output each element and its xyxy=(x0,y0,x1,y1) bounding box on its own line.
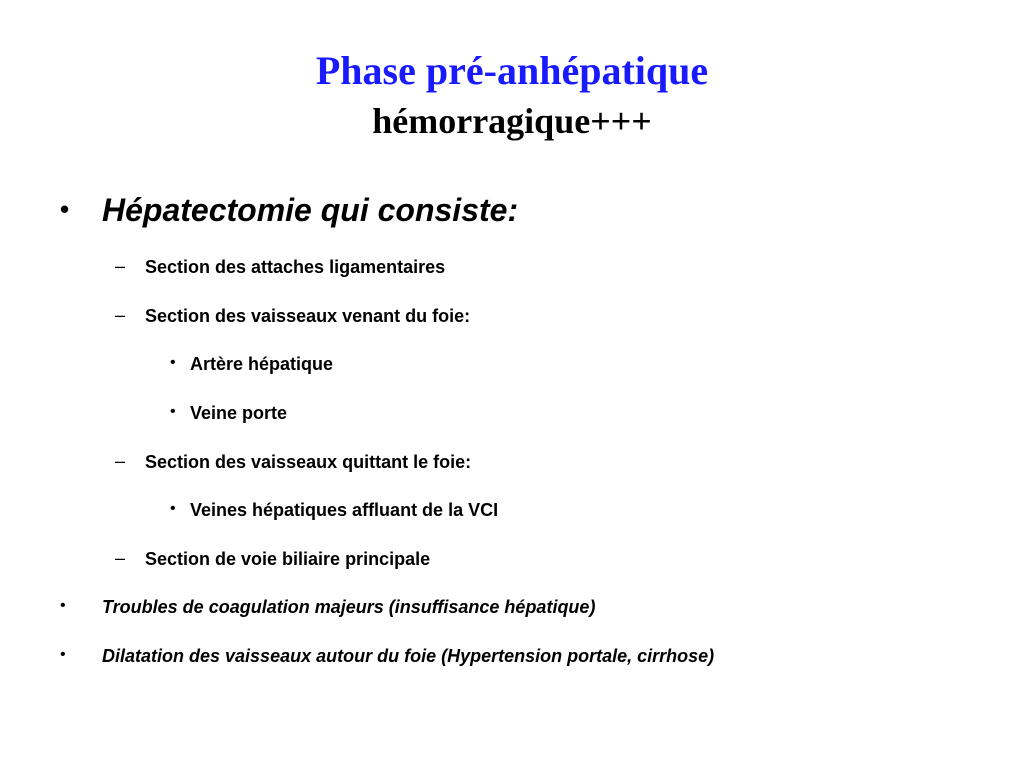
bullet-level1-dilatation xyxy=(60,646,715,667)
bullet-text: Veine porte xyxy=(190,403,288,423)
bullet-marker: • xyxy=(170,354,176,371)
bullet-level3-veine-porte xyxy=(170,403,288,424)
bullet-text: Section des vaisseaux venant du foie: xyxy=(145,306,471,326)
bullet-level2-vaisseaux-quittant xyxy=(115,451,472,473)
bullet-marker: • xyxy=(170,403,176,420)
bullet-text: Troubles de coagulation majeurs (insuffisance hépatique) xyxy=(102,597,596,617)
bullet-text: Hépatectomie qui consiste: xyxy=(102,192,519,228)
bullet-level1-troubles xyxy=(60,597,596,618)
dash-marker: – xyxy=(115,256,126,276)
dash-marker: – xyxy=(115,305,126,325)
bullet-level3-artere xyxy=(170,354,334,375)
title-line-2: hémorragique+++ xyxy=(372,101,652,141)
slide-title xyxy=(0,44,1024,148)
bullet-marker: • xyxy=(60,646,66,663)
bullet-level2-attaches xyxy=(115,256,446,278)
title-line-1: Phase pré-anhépatique xyxy=(315,48,709,93)
bullet-text: Dilatation des vaisseaux autour du foie (Hypertension portale, cirrhose) xyxy=(102,646,715,666)
bullet-marker: • xyxy=(60,597,66,614)
bullet-marker: • xyxy=(60,194,70,224)
bullet-level2-vaisseaux-venant xyxy=(115,305,471,327)
bullet-text: Section des vaisseaux quittant le foie: xyxy=(145,452,472,472)
bullet-text: Section de voie biliaire principale xyxy=(145,549,431,569)
dash-marker: – xyxy=(115,451,126,471)
bullet-text: Artère hépatique xyxy=(190,354,334,374)
bullet-level3-veines-hepatiques xyxy=(170,500,499,521)
dash-marker: – xyxy=(115,548,126,568)
bullet-level2-voie-biliaire xyxy=(115,548,431,570)
bullet-text: Veines hépatiques affluant de la VCI xyxy=(190,500,499,520)
bullet-level1-hepatectomie xyxy=(60,192,519,229)
bullet-marker: • xyxy=(170,500,176,517)
bullet-text: Section des attaches ligamentaires xyxy=(145,257,446,277)
